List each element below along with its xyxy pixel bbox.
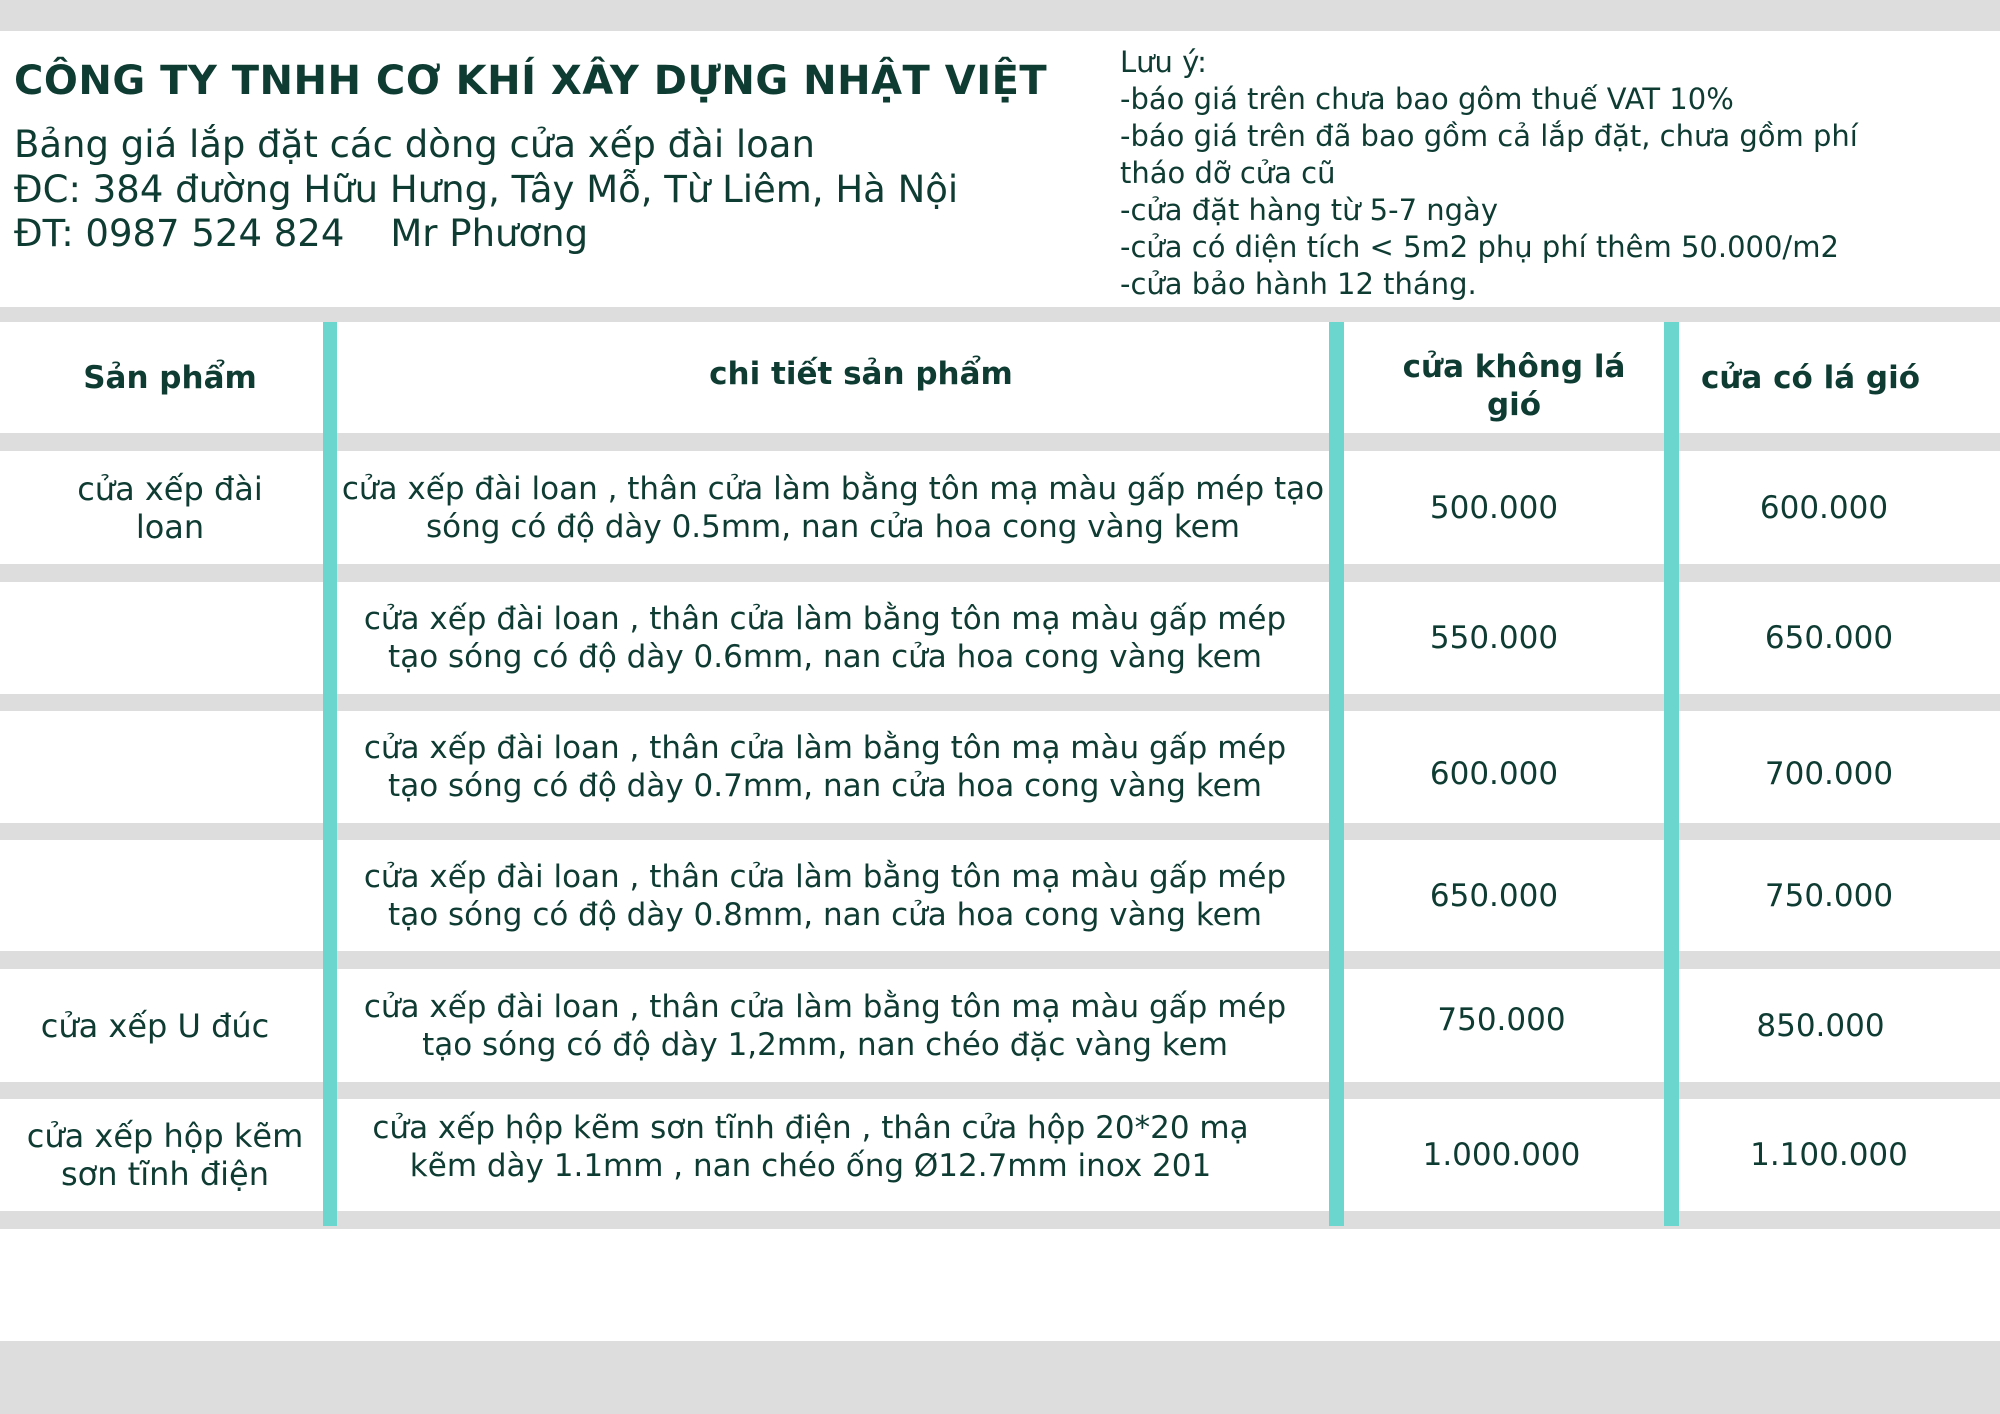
row-separator (0, 433, 2000, 451)
price-vent: 600.000 (1759, 489, 1889, 526)
row-separator (0, 564, 2000, 582)
address: ĐC: 384 đường Hữu Hưng, Tây Mỗ, Từ Liêm, Hà Nội (14, 168, 959, 211)
product-detail: cửa xếp đài loan , thân cửa làm bằng tôn mạ màu gấp mép tạo sóng có độ dày 0.6mm, nan cửa hoa cong vàng kem (363, 601, 1287, 675)
notes-title: Lưu ý: (1120, 45, 1207, 79)
product-detail: cửa xếp đài loan , thân cửa làm bằng tôn mạ màu gấp mép tạo sóng có độ dày 1,2mm, nan chéo đặc vàng kem (363, 988, 1287, 1063)
note-item: -báo giá trên chưa bao gôm thuế VAT 10% (1120, 82, 1734, 116)
product-detail: cửa xếp đài loan , thân cửa làm bằng tôn mạ màu gấp mép tạo sóng có độ dày 0.5mm, nan cửa hoa cong vàng kem (341, 470, 1325, 545)
row-separator (0, 307, 2000, 322)
column-header-product: Sản phẩm (83, 359, 257, 396)
note-item: -cửa đặt hàng từ 5-7 ngày (1120, 193, 1498, 227)
price-no-vent: 550.000 (1429, 620, 1559, 656)
company-name: CÔNG TY TNHH CƠ KHÍ XÂY DỰNG NHẬT VIỆT (14, 58, 1048, 104)
contact-person: Mr Phương (390, 212, 589, 255)
column-header-detail: chi tiết sản phẩm (709, 355, 1013, 392)
price-vent: 750.000 (1764, 877, 1894, 914)
product-name (40, 840, 300, 951)
note-item: -cửa có diện tích < 5m2 phụ phí thêm 50.000/m2 (1120, 230, 1839, 264)
product-name: cửa xếp hộp kẽm sơn tĩnh điện (26, 1117, 304, 1193)
price-vent: 650.000 (1764, 620, 1894, 656)
price-vent: 850.000 (1756, 1007, 1885, 1044)
product-detail: cửa xếp đài loan , thân cửa làm bằng tôn mạ màu gấp mép tạo sóng có độ dày 0.8mm, nan cửa hoa cong vàng kem (363, 858, 1287, 933)
price-no-vent: 650.000 (1429, 877, 1559, 914)
product-detail: cửa xếp hộp kẽm sơn tĩnh điện , thân cửa hộp 20*20 mạ kẽm dày 1.1mm , nan chéo ống Ø12.7mm inox 201 (372, 1109, 1249, 1184)
row-separator (0, 951, 2000, 969)
price-vent: 700.000 (1764, 756, 1894, 792)
bottom-band (0, 1341, 2000, 1414)
note-item: tháo dỡ cửa cũ (1120, 156, 1336, 190)
price-no-vent: 600.000 (1429, 756, 1559, 792)
column-divider (323, 322, 337, 1226)
note-item: -báo giá trên đã bao gồm cả lắp đặt, chưa gồm phí (1120, 119, 1858, 153)
column-header-no-vent: cửa không lá gió (1402, 349, 1626, 423)
price-vent: 1.100.000 (1750, 1137, 1908, 1173)
row-separator (0, 694, 2000, 711)
subtitle: Bảng giá lắp đặt các dòng cửa xếp đài loan (14, 123, 815, 166)
note-item: -cửa bảo hành 12 tháng. (1120, 267, 1477, 301)
product-name: cửa xếp đài loan (77, 469, 263, 546)
price-no-vent: 750.000 (1437, 1002, 1566, 1038)
column-divider (1329, 322, 1344, 1226)
row-separator (0, 1211, 2000, 1229)
column-divider (1664, 322, 1679, 1226)
top-band (0, 0, 2000, 31)
phone-line (14, 212, 588, 255)
phone-number: ĐT: 0987 524 824 (14, 212, 345, 255)
product-name: cửa xếp U đúc (40, 1006, 270, 1045)
price-no-vent: 500.000 (1429, 489, 1559, 526)
row-separator (0, 1082, 2000, 1099)
product-name (40, 582, 300, 694)
notes-block (1120, 44, 1990, 303)
column-header-vent: cửa có lá gió (1700, 359, 1921, 396)
product-name (40, 711, 300, 823)
product-detail: cửa xếp đài loan , thân cửa làm bằng tôn mạ màu gấp mép tạo sóng có độ dày 0.7mm, nan cửa hoa cong vàng kem (363, 730, 1287, 804)
price-no-vent: 1.000.000 (1422, 1137, 1581, 1173)
